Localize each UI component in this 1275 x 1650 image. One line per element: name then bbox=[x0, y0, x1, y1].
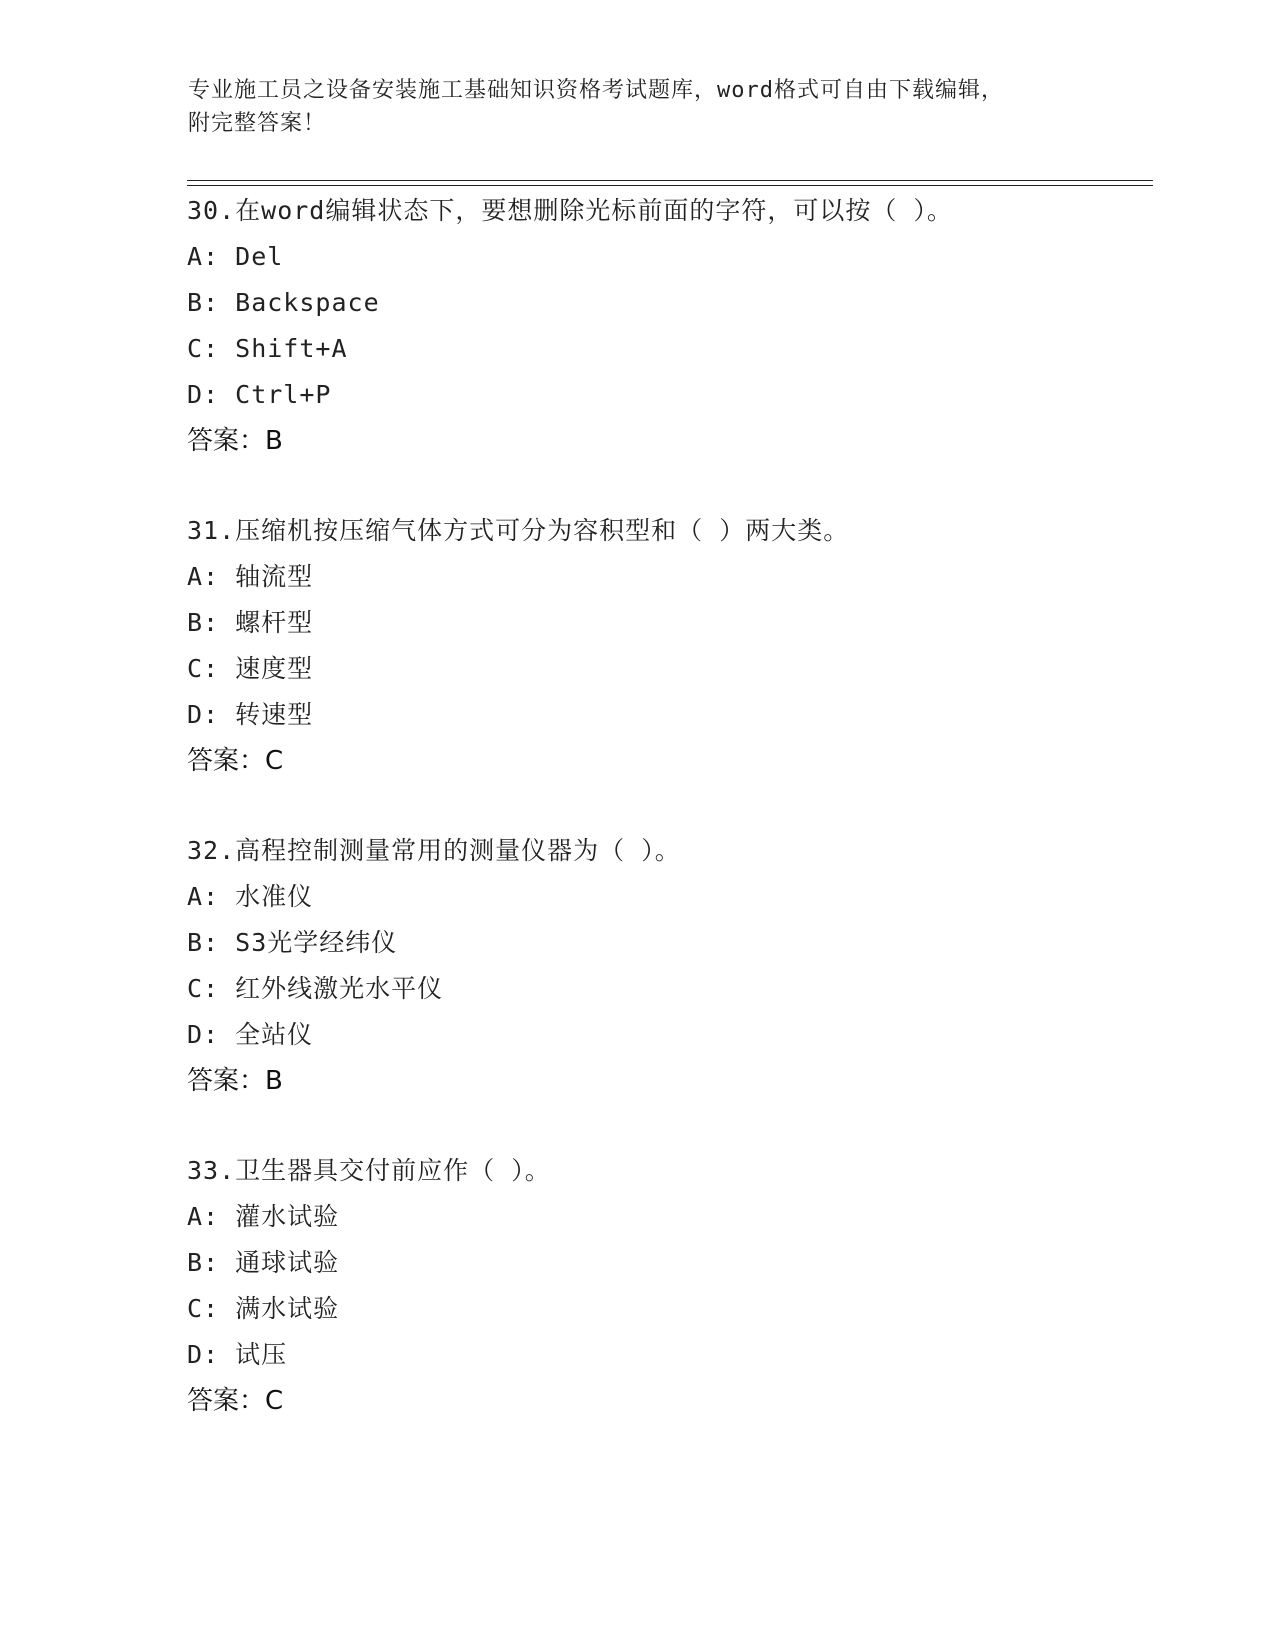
option-a: A: 轴流型 bbox=[187, 562, 314, 591]
option-b: B: 通球试验 bbox=[187, 1248, 340, 1277]
option-c: C: 速度型 bbox=[187, 654, 314, 683]
option-c: C: Shift+A bbox=[187, 334, 348, 363]
option-a: A: 水准仪 bbox=[187, 882, 314, 911]
question-30 bbox=[187, 188, 1147, 464]
document-header bbox=[188, 74, 1088, 140]
header-line-2: 附完整答案！ bbox=[188, 111, 327, 136]
question-stem: 32.高程控制测量常用的测量仪器为（ ）。 bbox=[187, 836, 681, 865]
option-b: B: Backspace bbox=[187, 288, 380, 317]
option-b: B: S3光学经纬仪 bbox=[187, 928, 398, 957]
option-a: A: Del bbox=[187, 242, 284, 271]
answer: 答案：C bbox=[187, 746, 284, 776]
double-rule-top bbox=[187, 180, 1153, 181]
answer: 答案：C bbox=[187, 1386, 284, 1416]
question-31 bbox=[187, 508, 1147, 784]
option-d: D: 转速型 bbox=[187, 700, 314, 729]
option-d: D: 全站仪 bbox=[187, 1020, 314, 1049]
option-c: C: 红外线激光水平仪 bbox=[187, 974, 444, 1003]
question-stem: 31.压缩机按压缩气体方式可分为容积型和（ ）两大类。 bbox=[187, 516, 850, 545]
answer: 答案：B bbox=[187, 1066, 283, 1096]
question-32 bbox=[187, 828, 1147, 1104]
question-33 bbox=[187, 1148, 1147, 1424]
option-c: C: 满水试验 bbox=[187, 1294, 340, 1323]
question-stem: 30.在word编辑状态下，要想删除光标前面的字符，可以按（ ）。 bbox=[187, 196, 953, 225]
answer: 答案：B bbox=[187, 426, 283, 456]
double-rule-bottom bbox=[187, 185, 1153, 186]
option-b: B: 螺杆型 bbox=[187, 608, 314, 637]
option-d: D: Ctrl+P bbox=[187, 380, 332, 409]
option-a: A: 灌水试验 bbox=[187, 1202, 340, 1231]
header-line-1: 专业施工员之设备安装施工基础知识资格考试题库，word格式可自由下载编辑， bbox=[188, 78, 1004, 103]
question-stem: 33.卫生器具交付前应作（ ）。 bbox=[187, 1156, 551, 1185]
option-d: D: 试压 bbox=[187, 1340, 288, 1369]
